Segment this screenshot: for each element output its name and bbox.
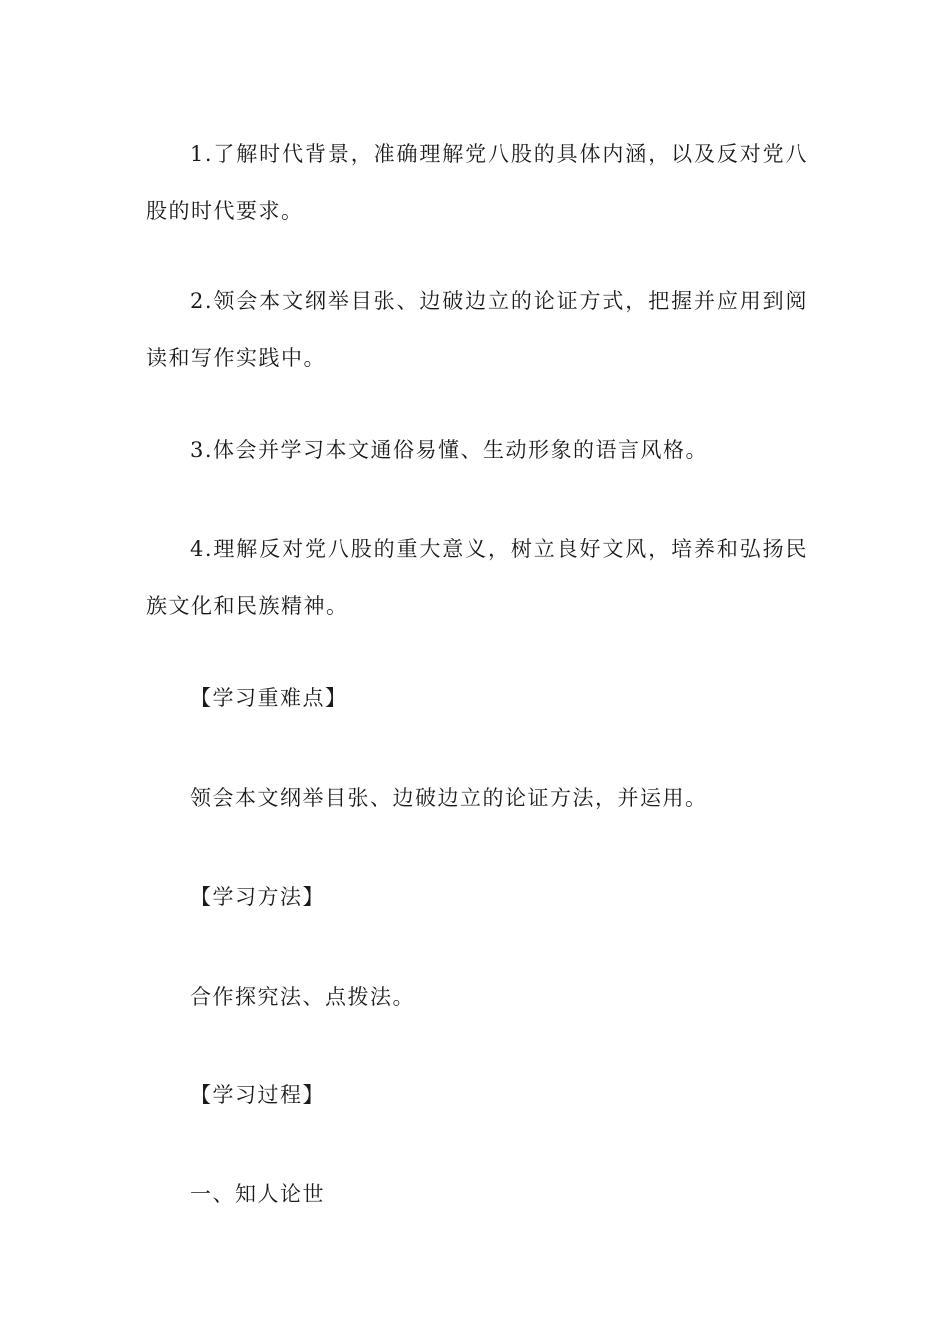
objective-1: 1.了解时代背景，准确理解党八股的具体内涵，以及反对党八股的时代要求。 — [146, 142, 808, 223]
methods-text: 合作探究法、点拨法。 — [190, 985, 415, 1009]
key-points-text: 领会本文纲举目张、边破边立的论证方法，并运用。 — [190, 786, 708, 810]
process-step-1-heading: 一、知人论世 — [190, 1182, 325, 1206]
section-heading-key-points: 【学习重难点】 — [190, 686, 348, 710]
section-heading-methods: 【学习方法】 — [190, 885, 325, 909]
objective-3: 3.体会并学习本文通俗易懂、生动形象的语言风格。 — [190, 438, 709, 462]
section-heading-process: 【学习过程】 — [190, 1083, 325, 1107]
objective-4: 4.理解反对党八股的重大意义，树立良好文风，培养和弘扬民族文化和民族精神。 — [146, 537, 808, 618]
objective-2: 2.领会本文纲举目张、边破边立的论证方式，把握并应用到阅读和写作实践中。 — [146, 289, 808, 370]
